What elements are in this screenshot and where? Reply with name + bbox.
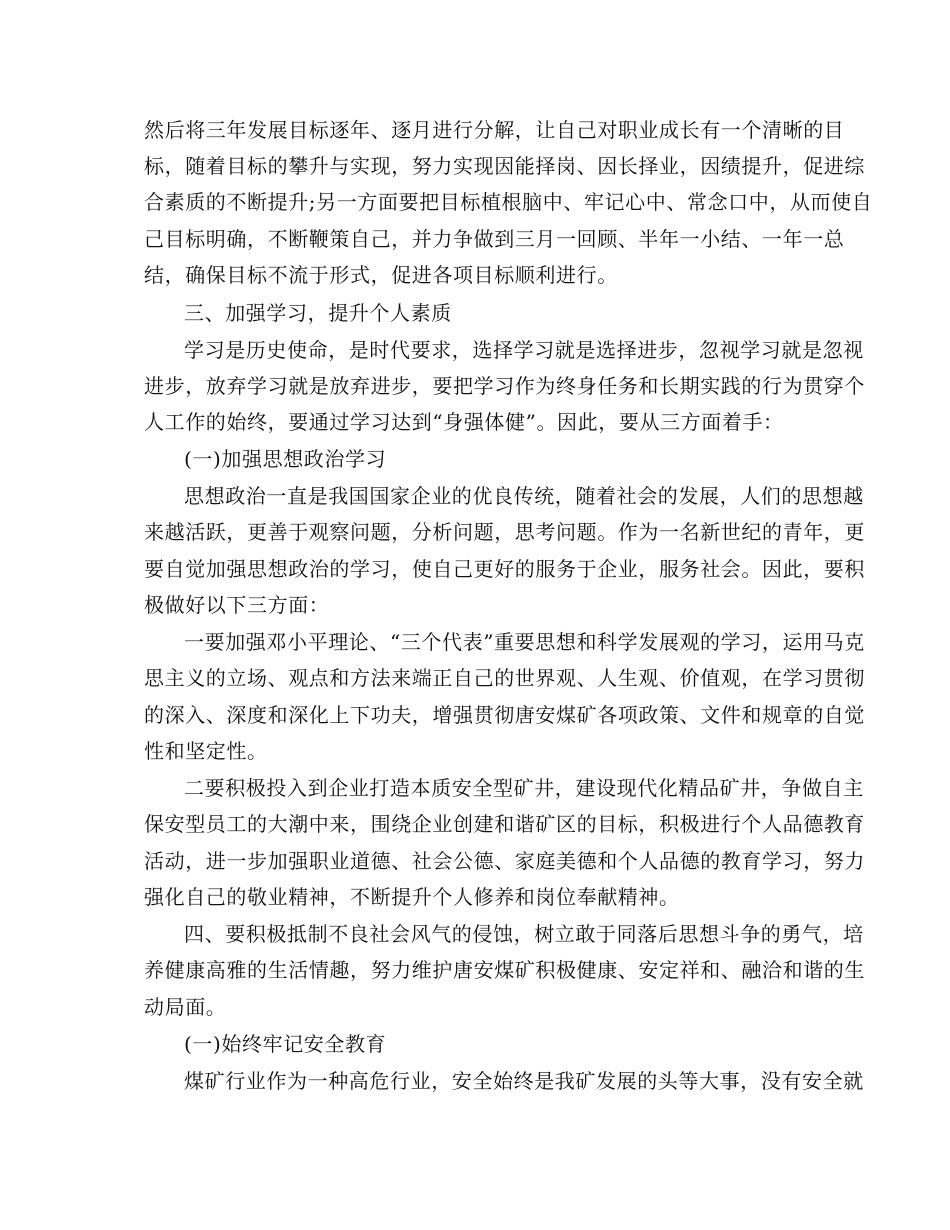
paragraph-line: 性和坚定性。 xyxy=(144,739,268,763)
subsection-heading: (一)加强思想政治学习 xyxy=(184,447,387,471)
paragraph-line: 要自觉加强思想政治的学习，使自己更好的服务于企业，服务社会。因此，要积 xyxy=(144,557,865,581)
paragraph-line: 保安型员工的大潮中来，围绕企业创建和谐矿区的目标，积极进行个人品德教育 xyxy=(144,812,865,836)
paragraph-line: 人工作的始终，要通过学习达到“身强体健”。因此，要从三方面着手： xyxy=(144,410,784,434)
paragraph-line: 动局面。 xyxy=(144,995,227,1019)
section-heading: 三、加强学习，提升个人素质 xyxy=(184,301,452,325)
paragraph-line: 进步，放弃学习就是放弃进步，要把学习作为终身任务和长期实践的行为贯穿个 xyxy=(144,374,865,398)
paragraph-line: 思想政治一直是我国国家企业的优良传统，随着社会的发展，人们的思想越 xyxy=(184,484,864,508)
paragraph-line: 标，随着目标的攀升与实现，努力实现因能择岗、因长择业，因绩提升，促进综 xyxy=(144,154,865,178)
paragraph-line: 强化自己的敬业精神，不断提升个人修养和岗位奉献精神。 xyxy=(144,885,680,909)
paragraph-line: 思主义的立场、观点和方法来端正自己的世界观、人生观、价值观，在学习贯彻 xyxy=(144,666,865,690)
paragraph-line: 养健康高雅的生活情趣，努力维护唐安煤矿积极健康、安定祥和、融洽和谐的生 xyxy=(144,958,865,982)
paragraph-line: 二要积极投入到企业打造本质安全型矿井，建设现代化精品矿井，争做自主 xyxy=(184,776,864,800)
paragraph-line: 一要加强邓小平理论、“三个代表”重要思想和科学发展观的学习，运用马克 xyxy=(184,630,865,654)
paragraph-line: 来越活跃，更善于观察问题，分析问题，思考问题。作为一名新世纪的青年，更 xyxy=(144,520,865,544)
section-heading: 四、要积极抵制不良社会风气的侵蚀，树立敢于同落后思想斗争的勇气，培 xyxy=(184,922,864,946)
paragraph-line: 活动，进一步加强职业道德、社会公德、家庭美德和个人品德的教育学习，努力 xyxy=(144,849,865,873)
paragraph-line: 学习是历史使命，是时代要求，选择学习就是选择进步，忽视学习就是忽视 xyxy=(184,338,864,362)
paragraph-line: 极做好以下三方面： xyxy=(144,593,330,617)
paragraph-line: 结，确保目标不流于形式，促进各项目标顺利进行。 xyxy=(144,263,618,287)
paragraph-line: 合素质的不断提升;另一方面要把目标植根脑中、牢记心中、常念口中，从而使自 xyxy=(144,190,873,214)
subsection-heading: (一)始终牢记安全教育 xyxy=(184,1032,387,1056)
paragraph-line: 己目标明确，不断鞭策自己，并力争做到三月一回顾、半年一小结、一年一总 xyxy=(144,227,845,251)
paragraph-line: 的深入、深度和深化上下功夫，增强贯彻唐安煤矿各项政策、文件和规章的自觉 xyxy=(144,703,865,727)
paragraph-line: 煤矿行业作为一种高危行业，安全始终是我矿发展的头等大事，没有安全就 xyxy=(184,1069,864,1093)
paragraph-line: 然后将三年发展目标逐年、逐月进行分解，让自己对职业成长有一个清晰的目 xyxy=(144,118,845,142)
